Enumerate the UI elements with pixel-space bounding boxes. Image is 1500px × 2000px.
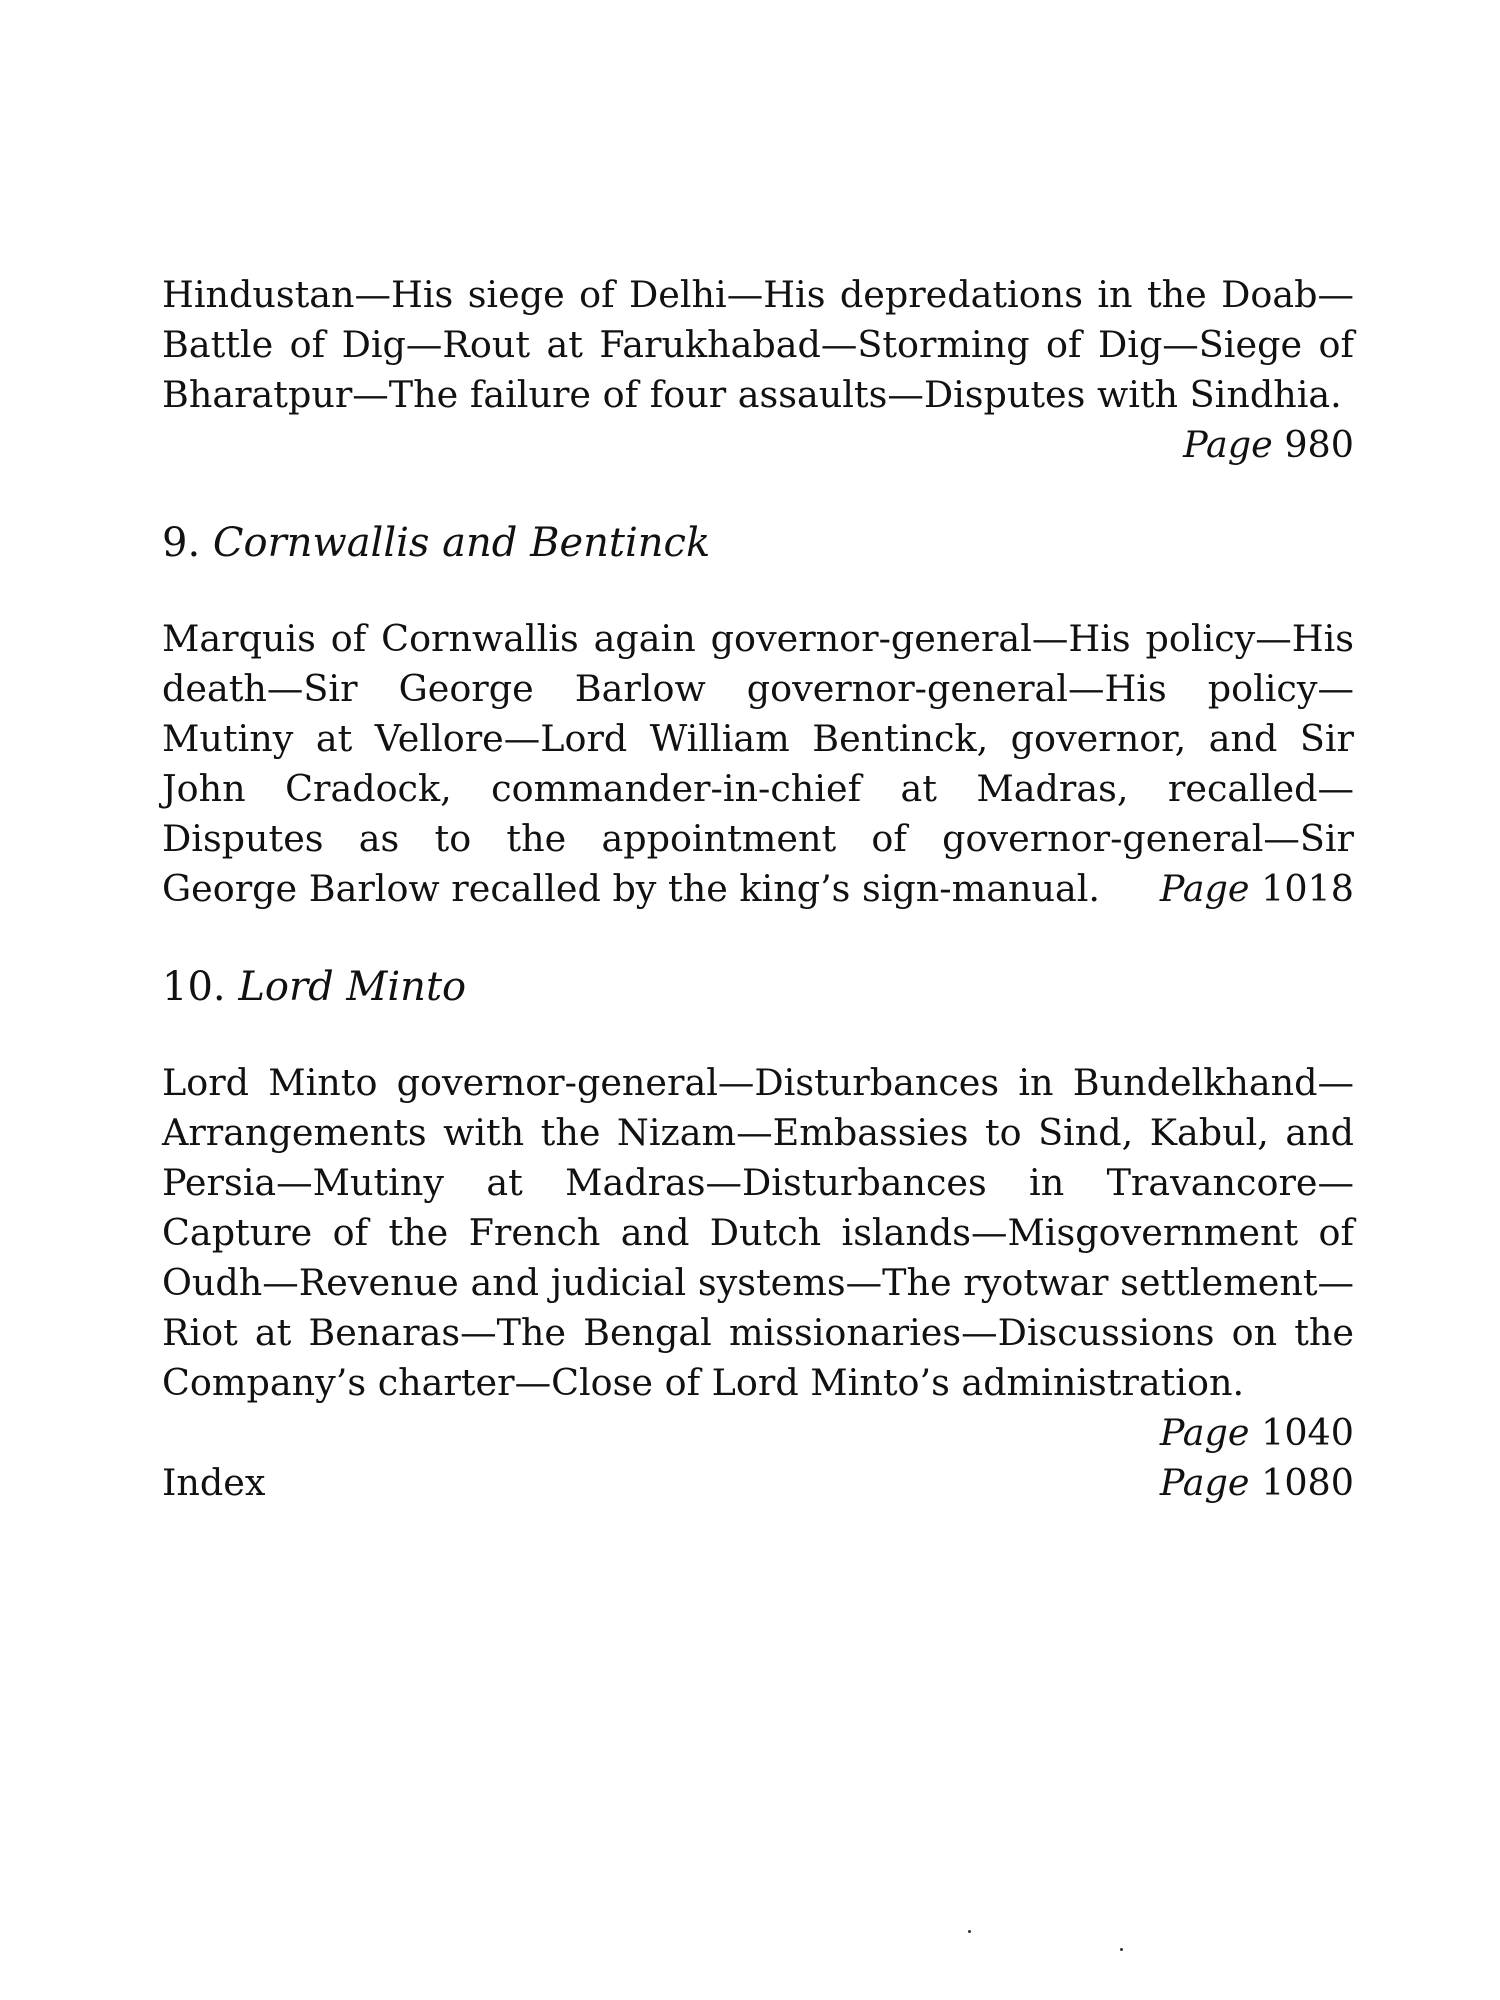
page-reference <box>1160 864 1354 914</box>
contents-entry-9 <box>162 518 1354 914</box>
page-number: 1018 <box>1261 867 1354 910</box>
page-number: 1040 <box>1261 1411 1354 1454</box>
entry-summary-text: Marquis of Cornwallis again governor-general—His policy—His death—Sir George Barlow governor-general—His policy—Mutiny at Vellore—Lord William Bentinck, governor, and Sir John Cradock, commander-in-chief at Madras, recalled—Disputes as to the appointment of governor-general—Sir George Barlow recalled by the king’s sign-manual. <box>162 617 1354 910</box>
index-entry <box>162 1458 1354 1508</box>
print-speck <box>1120 1948 1123 1951</box>
page-word: Page <box>1159 1461 1250 1504</box>
print-speck <box>968 1930 971 1933</box>
chapter-number: 9. <box>162 520 201 566</box>
page-number: 980 <box>1284 423 1354 466</box>
page-word: Page <box>1159 1411 1250 1454</box>
chapter-heading <box>162 518 1354 568</box>
chapter-number: 10. <box>162 964 226 1010</box>
entry-summary <box>162 270 1354 466</box>
entry-summary-text: Lord Minto governor-general—Disturbances in Bundelkhand—Arrangements with the Nizam—Embassies to Sind, Kabul, and Persia—Mutiny at Madras—Disturbances in Travancore—Capture of the French and Dutch islands—Misgovernment of Oudh—Revenue and judicial systems—The ryotwar settlement—Riot at Benaras—The Bengal missionaries—Discussions on the Company’s charter—Close of Lord Minto’s administration. <box>162 1061 1354 1404</box>
page-reference <box>1160 1458 1354 1508</box>
index-label: Index <box>162 1461 266 1504</box>
page-word: Page <box>1159 867 1250 910</box>
chapter-title: Cornwallis and Bentinck <box>212 520 711 566</box>
page-reference <box>1183 420 1354 470</box>
entry-summary-text: Hindustan—His siege of Delhi—His depredations in the Doab—Battle of Dig—Rout at Farukhabad—Storming of Dig—Siege of Bharatpur—The failure of four assaults—Disputes with Sindhia. <box>162 273 1354 416</box>
entry-summary <box>162 1058 1354 1454</box>
entry-summary <box>162 614 1354 914</box>
contents-entry-8 <box>162 270 1354 470</box>
page-number: 1080 <box>1261 1461 1354 1504</box>
contents-entry-10 <box>162 962 1354 1458</box>
chapter-heading <box>162 962 1354 1012</box>
contents-page <box>162 270 1354 1508</box>
page-word: Page <box>1183 423 1273 466</box>
page-reference <box>1160 1408 1354 1458</box>
chapter-title: Lord Minto <box>238 964 467 1010</box>
